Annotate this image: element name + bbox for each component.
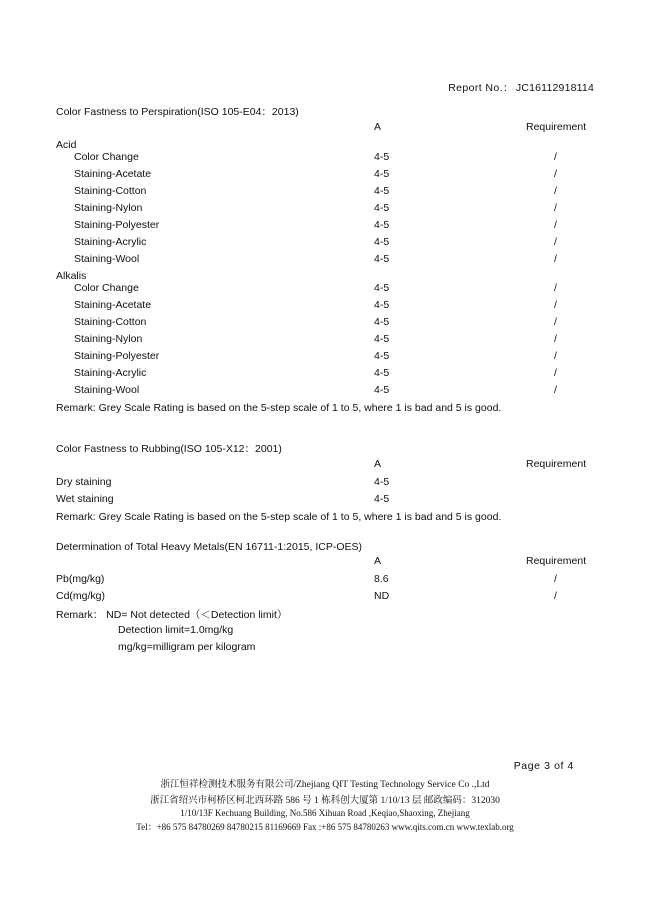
table-row [56, 236, 596, 253]
row-value: 4-5 [374, 316, 390, 328]
remark-line: Remark： ND= Not detected（＜Detection limit） [56, 609, 288, 621]
table-row [56, 493, 596, 510]
row-requirement: / [554, 590, 557, 602]
table-row [56, 253, 596, 270]
row-value: 4-5 [374, 333, 390, 345]
table-row [56, 219, 596, 236]
table-row [56, 202, 596, 219]
row-name: Color Change [74, 151, 139, 163]
row-requirement: / [554, 573, 557, 585]
row-name: Staining-Wool [74, 253, 140, 265]
column-header-requirement: Requirement [526, 555, 587, 567]
table-row [56, 316, 596, 333]
row-value: 4-5 [374, 476, 390, 488]
row-value: 4-5 [374, 384, 390, 396]
table-row [56, 590, 596, 607]
row-name: Staining-Acetate [74, 168, 152, 180]
page-footer [0, 776, 650, 833]
section-title: Determination of Total Heavy Metals(EN 16711-1:2015, ICP-OES) [56, 541, 363, 553]
table-row [56, 384, 596, 401]
table-row [56, 185, 596, 202]
row-requirement: / [554, 384, 557, 396]
group-label-alkalis: Alkalis [56, 270, 87, 282]
table-row [56, 476, 596, 493]
row-name: Dry staining [56, 476, 112, 488]
footer-address-cn: 浙江省绍兴市柯桥区柯北西环路 586 号 1 栋科创大厦第 1/10/13 层 邮政编码：312030 [150, 796, 500, 806]
row-value: 4-5 [374, 219, 390, 231]
row-requirement: / [554, 253, 557, 265]
table-row [56, 299, 596, 316]
column-header-a: A [374, 121, 382, 133]
section-title: Color Fastness to Perspiration(ISO 105-E04：2013) [56, 106, 299, 118]
footer-contact: Tel：+86 575 84780269 84780215 81169669 Fax :+86 575 84780263 www.qits.com.cn www.texlab.org [136, 822, 514, 832]
column-headers [56, 555, 596, 573]
row-requirement: / [554, 236, 557, 248]
row-requirement: / [554, 282, 557, 294]
row-requirement: / [554, 299, 557, 311]
column-headers [56, 458, 596, 476]
row-requirement: / [554, 151, 557, 163]
row-name: Staining-Acetate [74, 299, 152, 311]
row-requirement: / [554, 219, 557, 231]
table-row [56, 282, 596, 299]
section-perspiration [56, 104, 596, 414]
row-requirement: / [554, 168, 557, 180]
table-row [56, 333, 596, 350]
row-requirement: / [554, 333, 557, 345]
column-header-a: A [374, 555, 382, 567]
column-header-requirement: Requirement [526, 458, 587, 470]
row-name: Staining-Cotton [74, 316, 147, 328]
report-number-label: Report No.： [448, 82, 514, 94]
page-number: Page 3 of 4 [513, 760, 574, 772]
table-row [56, 350, 596, 367]
footer-company: 浙江恒祥检测技术服务有限公司/Zhejiang QIT Testing Technology Service Co .,Ltd [160, 780, 490, 790]
row-value: 4-5 [374, 367, 390, 379]
column-header-a: A [374, 458, 382, 470]
row-name: Pb(mg/kg) [56, 573, 105, 585]
row-value: 4-5 [374, 299, 390, 311]
row-name: Staining-Polyester [74, 350, 160, 362]
section-remark: Remark: Grey Scale Rating is based on the 5-step scale of 1 to 5, where 1 is bad and 5 is good. [56, 402, 502, 414]
report-number [448, 80, 594, 95]
table-row [56, 573, 596, 590]
table-row [56, 367, 596, 384]
column-headers [56, 121, 596, 139]
row-name: Staining-Wool [74, 384, 140, 396]
footer-address-en: 1/10/13F Kechuang Building, No.586 Xihuan Road ,Keqiao,Shaoxing, Zhejiang [180, 808, 470, 818]
row-value: 4-5 [374, 168, 390, 180]
row-name: Staining-Nylon [74, 202, 143, 214]
row-value: 4-5 [374, 236, 390, 248]
row-value: ND [374, 590, 390, 602]
row-value: 4-5 [374, 151, 390, 163]
row-name: Staining-Acrylic [74, 367, 147, 379]
group-label-acid: Acid [56, 139, 77, 151]
row-name: Cd(mg/kg) [56, 590, 106, 602]
remark-line: Detection limit=1.0mg/kg [118, 624, 234, 636]
row-value: 4-5 [374, 185, 390, 197]
row-name: Staining-Nylon [74, 333, 143, 345]
row-value: 4-5 [374, 282, 390, 294]
row-name: Color Change [74, 282, 139, 294]
row-name: Wet staining [56, 493, 114, 505]
row-value: 8.6 [374, 573, 389, 585]
section-title: Color Fastness to Rubbing(ISO 105-X12：2001) [56, 443, 282, 455]
row-requirement: / [554, 202, 557, 214]
row-name: Staining-Cotton [74, 185, 147, 197]
row-requirement: / [554, 350, 557, 362]
section-remark: Remark: Grey Scale Rating is based on the 5-step scale of 1 to 5, where 1 is bad and 5 is good. [56, 511, 502, 523]
row-requirement: / [554, 367, 557, 379]
row-value: 4-5 [374, 202, 390, 214]
table-row [56, 168, 596, 185]
row-value: 4-5 [374, 350, 390, 362]
section-remark-block [56, 607, 596, 658]
table-row [56, 151, 596, 168]
row-value: 4-5 [374, 493, 390, 505]
report-number-value: JC16112918114 [515, 82, 594, 94]
row-requirement: / [554, 185, 557, 197]
row-name: Staining-Polyester [74, 219, 160, 231]
row-name: Staining-Acrylic [74, 236, 147, 248]
column-header-requirement: Requirement [526, 121, 587, 133]
remark-line: mg/kg=milligram per kilogram [118, 641, 256, 653]
section-heavy-metals [56, 541, 596, 658]
row-requirement: / [554, 316, 557, 328]
section-rubbing [56, 441, 596, 523]
row-value: 4-5 [374, 253, 390, 265]
